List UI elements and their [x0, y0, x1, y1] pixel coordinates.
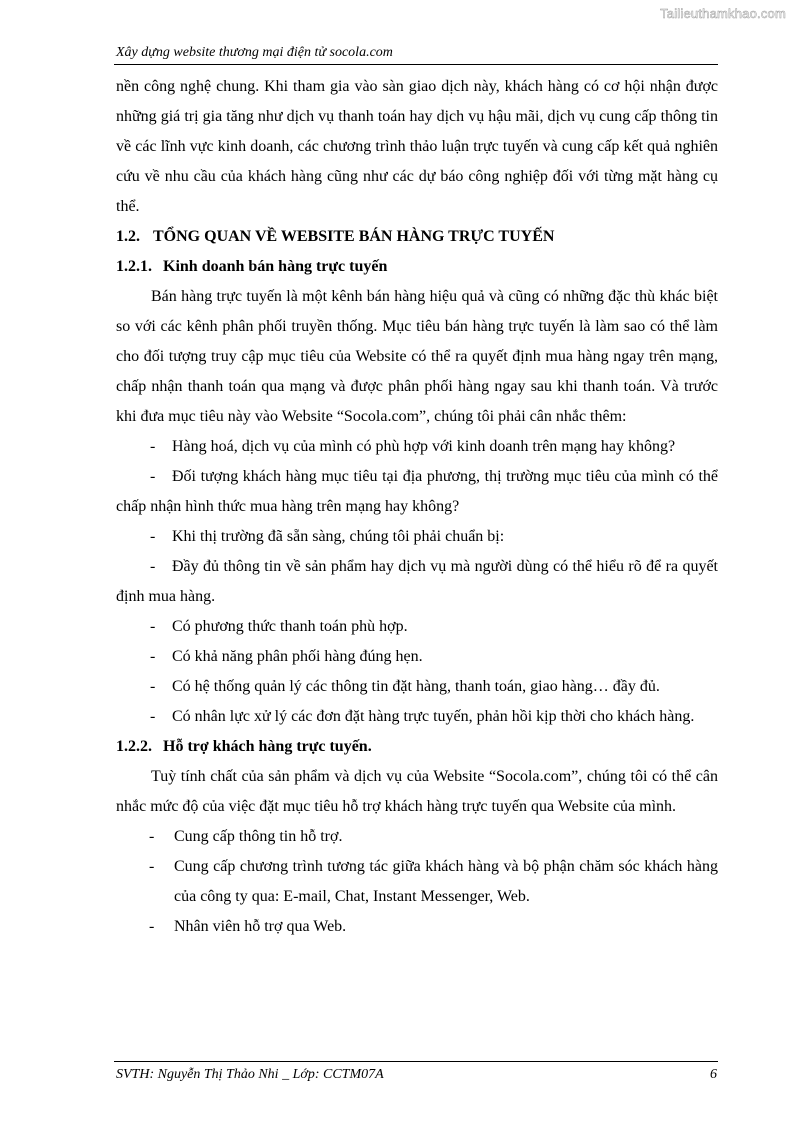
list-item-text: Hàng hoá, dịch vụ của mình có phù hợp với kinh doanh trên mạng hay không?: [172, 438, 676, 455]
list-item: [116, 702, 718, 732]
page-footer: [116, 1066, 717, 1084]
bullet-dash: -: [150, 438, 156, 455]
header-divider: [114, 64, 718, 65]
page-number: 6: [710, 1067, 717, 1082]
footer-author: SVTH: Nguyễn Thị Thảo Nhi _ Lớp: CCTM07A: [116, 1067, 384, 1082]
subsection-1-paragraph: Bán hàng trực tuyến là một kênh bán hàng hiệu quả và cũng có những đặc thù khác biệt so với các kênh phân phối truyền thống. Mục tiêu bán hàng trực tuyến là làm sao có thể làm cho đối tượng truy cập mục tiêu của Website có thể ra quyết định mua hàng ngay trên mạng, chấp nhận thanh toán qua mạng và được phân phối hàng ngay sau khi thanh toán. Và trước khi đưa mục tiêu này vào Website “Socola.com”, chúng tôi phải cân nhắc thêm:: [116, 288, 718, 425]
list-item-text: Có hệ thống quản lý các thông tin đặt hàng, thanh toán, giao hàng… đầy đủ.: [172, 678, 660, 695]
subsection-2-paragraph: Tuỳ tính chất của sản phẩm và dịch vụ của Website “Socola.com”, chúng tôi có thể cân nhắc mức độ của việc đặt mục tiêu hỗ trợ khách hàng trực tuyến qua Website của mình.: [116, 768, 718, 815]
list-item: [116, 852, 718, 912]
list-item: [116, 462, 718, 522]
list-item: [116, 522, 718, 552]
section-number: 1.2.: [116, 228, 140, 245]
list-item: [116, 912, 718, 942]
list-item: [116, 672, 718, 702]
bullet-dash: -: [149, 828, 155, 845]
list-item-text: Có khả năng phân phối hàng đúng hẹn.: [172, 648, 423, 665]
subsection-title: Kinh doanh bán hàng trực tuyến: [163, 258, 388, 275]
bullet-dash: -: [150, 468, 156, 485]
bullet-dash: -: [150, 618, 156, 635]
bullet-dash: -: [149, 918, 155, 935]
intro-paragraph: nền công nghệ chung. Khi tham gia vào sàn giao dịch này, khách hàng có cơ hội nhận được những giá trị gia tăng như dịch vụ thanh toán hay dịch vụ hậu mãi, dịch vụ cung cấp thông tin về các lĩnh vực kinh doanh, các chương trình thảo luận trực tuyến và cung cấp kết quả nghiên cứu về nhu cầu của khách hàng cũng như các dự báo công nghiệp đối với từng mặt hàng cụ thể.: [116, 78, 718, 215]
bullet-dash: -: [149, 858, 155, 875]
list-item: [116, 552, 718, 612]
section-title: TỔNG QUAN VỀ WEBSITE BÁN HÀNG TRỰC TUYẾN: [153, 228, 555, 245]
bullet-dash: -: [150, 678, 156, 695]
section-heading: [116, 222, 718, 252]
list-item: [116, 642, 718, 672]
list-item-text: Đối tượng khách hàng mục tiêu tại địa phương, thị trường mục tiêu của mình có thể chấp nhận hình thức mua hàng trên mạng hay không?: [116, 468, 718, 515]
bullet-dash: -: [150, 708, 156, 725]
list-item: [116, 822, 718, 852]
list-item-text: Cung cấp chương trình tương tác giữa khách hàng và bộ phận chăm sóc khách hàng của công ty qua: E-mail, Chat, Instant Messenger, Web.: [174, 858, 718, 905]
bullet-dash: -: [150, 528, 156, 545]
subsection-heading-1: [116, 252, 718, 282]
list-item-text: Có phương thức thanh toán phù hợp.: [172, 618, 408, 635]
subsection-heading-2: [116, 732, 718, 762]
bullet-dash: -: [150, 648, 156, 665]
footer-divider: [114, 1061, 718, 1062]
list-item-text: Nhân viên hỗ trợ qua Web.: [174, 918, 347, 935]
list-item: [116, 432, 718, 462]
subsection-number: 1.2.2.: [116, 738, 152, 755]
list-item-text: Cung cấp thông tin hỗ trợ.: [174, 828, 343, 845]
list-item-text: Khi thị trường đã sẵn sàng, chúng tôi phải chuẩn bị:: [172, 528, 505, 545]
subsection-number: 1.2.1.: [116, 258, 152, 275]
watermark: Tailieuthamkhao.com: [660, 6, 786, 21]
page-header: Xây dựng website thương mại điện tử socola.com: [116, 45, 393, 60]
list-item-text: Có nhân lực xử lý các đơn đặt hàng trực tuyến, phản hồi kịp thời cho khách hàng.: [172, 708, 695, 725]
bullet-dash: -: [150, 558, 156, 575]
page-content: [116, 72, 718, 942]
subsection-title: Hỗ trợ khách hàng trực tuyến.: [163, 738, 372, 755]
list-item: [116, 612, 718, 642]
list-item-text: Đầy đủ thông tin về sản phẩm hay dịch vụ mà người dùng có thể hiểu rõ để ra quyết định mua hàng.: [116, 558, 718, 605]
